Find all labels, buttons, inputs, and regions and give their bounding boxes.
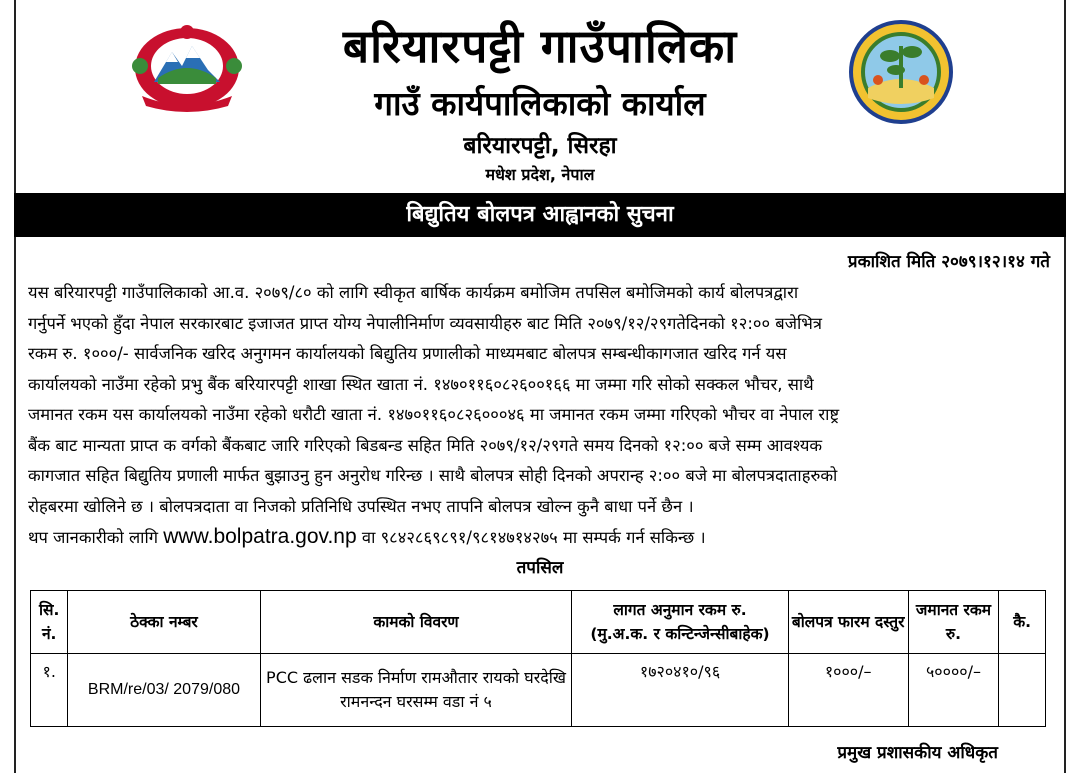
office-address: बरियारपट्टी, सिरहा — [463, 133, 617, 159]
signature: प्रमुख प्रशासकीय अधिकृत — [837, 743, 998, 763]
header-cost-line2: (मु.अ.क. र कन्टिन्जेन्सीबाहेक) — [590, 625, 770, 643]
cell-guarantee: ५००००/– — [908, 654, 998, 727]
notice-title-banner: बिद्युतिय बोलपत्र आह्वानको सुचना — [14, 193, 1066, 237]
header-guarantee: जमानत रकम रु. — [908, 591, 998, 654]
contact-prefix: थप जानकारीको लागि — [28, 528, 164, 547]
body-line: रकम रु. १०००/- सार्वजनिक खरिद अनुगमन कार्यालयको बिद्युतिय प्रणालीको माध्यमबाट बोलपत्र सम्बन्धीकागजात खरिद गर्न यस — [28, 344, 787, 363]
header-sn: सि. नं. — [31, 591, 68, 654]
schedule-title: तपसिल — [516, 558, 564, 578]
body-line: कागजात सहित बिद्युतिय प्रणाली मार्फत बुझाउनु हुन अनुरोध गरिन्छ । साथै बोलपत्र सोही दिनको अपरान्ह २:०० बजे मा बोलपत्रदाताहरुको — [28, 466, 838, 485]
header-description: कामको विवरण — [260, 591, 572, 654]
cell-sn: १. — [31, 654, 68, 727]
cell-description: PCC ढलान सडक निर्माण रामऔतार रायको घरदेखि रामनन्दन घरसम्म वडा नं ५ — [260, 654, 572, 727]
nepal-emblem-icon — [128, 22, 246, 114]
body-line: बैंक बाट मान्यता प्राप्त क वर्गको बैंकबाट जारि गरिएको बिडबन्ड सहित मिति २०७९/१२/२९गते समय दिनको १२:०० बजे सम्म आवश्यक — [28, 435, 823, 455]
cell-remarks — [999, 654, 1046, 727]
body-line: जमानत रकम यस कार्यालयको नाउँमा रहेको धरौटी खाता नं. १४७०११६०८२६०००४६ मा जमानत रकम जम्मा गरिएको भौचर वा नेपाल राष्ट्र — [28, 405, 840, 424]
office-province: मधेश प्रदेश, नेपाल — [485, 165, 595, 184]
municipality-seal-icon — [838, 18, 964, 126]
cell-contract-no: BRM/re/03/ 2079/080 — [68, 654, 260, 727]
works-table — [30, 590, 1046, 727]
contact-suffix: वा ९८४२८६९८९१/९८१४७१४२७५ मा सम्पर्क गर्न सकिन्छ । — [356, 528, 706, 547]
header-contract-no: ठेक्का नम्बर — [68, 591, 260, 654]
table-row — [31, 654, 1046, 727]
body-line: रोहबरमा खोलिने छ । बोलपत्रदाता वा निजको प्रतिनिधि उपस्थित नभए तापनि बोलपत्र खोल्न कुनै बाधा पर्ने छैन । — [28, 496, 694, 516]
cell-fee: १०००/– — [788, 654, 908, 727]
header-fee: बोलपत्र फारम दस्तुर — [788, 591, 908, 654]
body-line: कार्यालयको नाउँमा रहेको प्रभु बैंक बरियारपट्टी शाखा स्थित खाता नं. १४७०११६०८२६००१६६ मा जम्मा गरि सोको सक्कल भौचर, साथै — [28, 374, 814, 394]
body-line: गर्नुपर्ने भएको हुँदा नेपाल सरकारबाट इजाजत प्राप्त योग्य नेपालीनिर्माण व्यवसायीहरु बाट मिति २०७९/१२/२९गतेदिनको १२:०० बजेभित्र — [28, 313, 822, 333]
cell-cost: १७२०४१०/९६ — [572, 654, 788, 727]
header-cost — [572, 591, 788, 654]
published-date: प्रकाशित मिति २०७९।१२।१४ गते — [847, 252, 1050, 272]
website-link[interactable]: www.bolpatra.gov.np — [163, 525, 357, 548]
office-title: बरियारपट्टी गाउँपालिका — [342, 19, 738, 73]
body-line: यस बरियारपट्टी गाउँपालिकाको आ.व. २०७९/८० को लागि स्वीकृत बार्षिक कार्यक्रम बमोजिम तपसिल बमोजिमको कार्य बोलपत्रद्वारा — [28, 283, 799, 302]
office-subtitle: गाउँ कार्यपालिकाको कार्याल — [374, 84, 706, 123]
table-header-row — [31, 591, 1046, 654]
header-cost-line1: लागत अनुमान रकम रु. — [613, 601, 747, 619]
contact-line — [28, 522, 1058, 554]
notice-body — [28, 278, 1058, 554]
header-remarks: कै. — [999, 591, 1046, 654]
